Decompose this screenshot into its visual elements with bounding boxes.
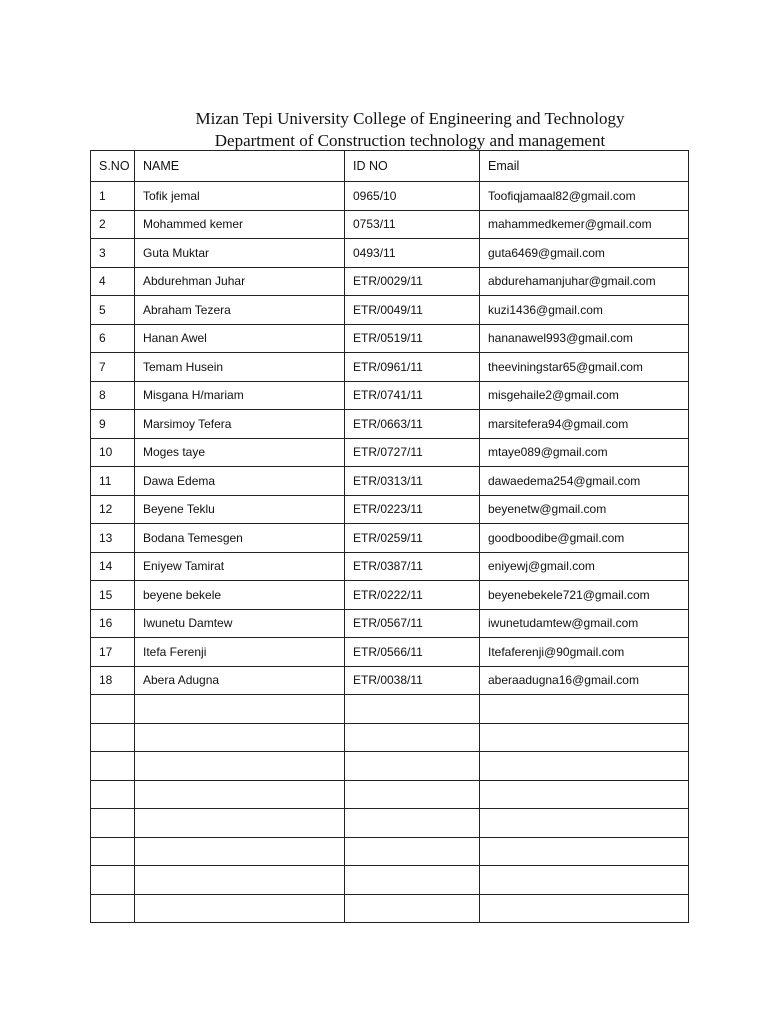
cell-email: mahammedkemer@gmail.com [480, 210, 689, 239]
cell-name [135, 780, 345, 809]
cell-name [135, 866, 345, 895]
cell-email: Itefaferenji@90gmail.com [480, 638, 689, 667]
cell-email: kuzi1436@gmail.com [480, 296, 689, 325]
cell-sno [91, 752, 135, 781]
cell-email [480, 809, 689, 838]
cell-email [480, 866, 689, 895]
cell-id-no [345, 809, 480, 838]
cell-id-no: ETR/0727/11 [345, 438, 480, 467]
table-row [91, 438, 689, 467]
cell-sno: 13 [91, 524, 135, 553]
table-header-row [91, 151, 689, 182]
cell-id-no [345, 695, 480, 724]
table-row [91, 267, 689, 296]
cell-sno: 7 [91, 353, 135, 382]
cell-id-no: ETR/0566/11 [345, 638, 480, 667]
empty-table-row [91, 752, 689, 781]
cell-sno: 17 [91, 638, 135, 667]
table-row [91, 410, 689, 439]
cell-email: beyenetw@gmail.com [480, 495, 689, 524]
cell-id-no: ETR/0029/11 [345, 267, 480, 296]
cell-id-no [345, 866, 480, 895]
table-row [91, 609, 689, 638]
cell-id-no: 0493/11 [345, 239, 480, 268]
table-row [91, 296, 689, 325]
table-row [91, 495, 689, 524]
empty-table-row [91, 723, 689, 752]
cell-id-no: ETR/0313/11 [345, 467, 480, 496]
cell-email [480, 695, 689, 724]
cell-email: iwunetudamtew@gmail.com [480, 609, 689, 638]
cell-sno: 4 [91, 267, 135, 296]
table-body [91, 182, 689, 923]
cell-email: Toofiqjamaal82@gmail.com [480, 182, 689, 211]
cell-id-no [345, 837, 480, 866]
cell-name: Bodana Temesgen [135, 524, 345, 553]
cell-id-no: ETR/0961/11 [345, 353, 480, 382]
cell-email: abdurehamanjuhar@gmail.com [480, 267, 689, 296]
cell-sno [91, 809, 135, 838]
empty-table-row [91, 837, 689, 866]
cell-name: Abera Adugna [135, 666, 345, 695]
cell-name [135, 837, 345, 866]
header-email: Email [480, 151, 689, 182]
cell-name [135, 695, 345, 724]
cell-sno [91, 780, 135, 809]
cell-id-no: ETR/0663/11 [345, 410, 480, 439]
cell-name: Marsimoy Tefera [135, 410, 345, 439]
empty-table-row [91, 780, 689, 809]
cell-email: dawaedema254@gmail.com [480, 467, 689, 496]
cell-email: beyenebekele721@gmail.com [480, 581, 689, 610]
header-sno: S.NO [91, 151, 135, 182]
cell-name: beyene bekele [135, 581, 345, 610]
student-roster-table [90, 150, 689, 923]
table-row [91, 467, 689, 496]
cell-email [480, 723, 689, 752]
table-row [91, 210, 689, 239]
table-row [91, 666, 689, 695]
cell-email: goodboodibe@gmail.com [480, 524, 689, 553]
cell-sno: 11 [91, 467, 135, 496]
cell-name: Eniyew Tamirat [135, 552, 345, 581]
cell-id-no: ETR/0519/11 [345, 324, 480, 353]
cell-id-no: ETR/0387/11 [345, 552, 480, 581]
cell-sno: 3 [91, 239, 135, 268]
cell-id-no [345, 723, 480, 752]
table-row [91, 324, 689, 353]
cell-email [480, 780, 689, 809]
cell-id-no [345, 780, 480, 809]
cell-sno: 6 [91, 324, 135, 353]
cell-sno: 8 [91, 381, 135, 410]
cell-sno: 10 [91, 438, 135, 467]
cell-sno [91, 866, 135, 895]
cell-sno: 15 [91, 581, 135, 610]
cell-name [135, 752, 345, 781]
cell-id-no: 0965/10 [345, 182, 480, 211]
cell-id-no: ETR/0741/11 [345, 381, 480, 410]
cell-name: Guta Muktar [135, 239, 345, 268]
cell-sno [91, 695, 135, 724]
cell-id-no: ETR/0038/11 [345, 666, 480, 695]
cell-name: Temam Husein [135, 353, 345, 382]
cell-id-no: ETR/0223/11 [345, 495, 480, 524]
cell-email: mtaye089@gmail.com [480, 438, 689, 467]
cell-sno: 12 [91, 495, 135, 524]
cell-name: Dawa Edema [135, 467, 345, 496]
cell-email: guta6469@gmail.com [480, 239, 689, 268]
cell-sno: 1 [91, 182, 135, 211]
table-row [91, 524, 689, 553]
cell-id-no: ETR/0049/11 [345, 296, 480, 325]
cell-sno: 16 [91, 609, 135, 638]
cell-name [135, 809, 345, 838]
cell-email: aberaadugna16@gmail.com [480, 666, 689, 695]
table-row [91, 353, 689, 382]
document-title: Mizan Tepi University College of Engineering and Technology [195, 109, 625, 128]
table-row [91, 581, 689, 610]
empty-table-row [91, 809, 689, 838]
cell-name: Iwunetu Damtew [135, 609, 345, 638]
empty-table-row [91, 866, 689, 895]
cell-id-no [345, 752, 480, 781]
table-row [91, 182, 689, 211]
document-subtitle: Department of Construction technology and management [214, 131, 606, 150]
cell-id-no [345, 894, 480, 923]
cell-name: Hanan Awel [135, 324, 345, 353]
cell-name [135, 723, 345, 752]
cell-name: Moges taye [135, 438, 345, 467]
cell-id-no: 0753/11 [345, 210, 480, 239]
cell-id-no: ETR/0259/11 [345, 524, 480, 553]
cell-name: Itefa Ferenji [135, 638, 345, 667]
cell-name: Beyene Teklu [135, 495, 345, 524]
table-row [91, 239, 689, 268]
cell-email [480, 752, 689, 781]
cell-sno: 5 [91, 296, 135, 325]
cell-name: Mohammed kemer [135, 210, 345, 239]
table-row [91, 638, 689, 667]
cell-email: theeviningstar65@gmail.com [480, 353, 689, 382]
cell-sno: 18 [91, 666, 135, 695]
cell-sno [91, 837, 135, 866]
cell-sno [91, 894, 135, 923]
header-id-no: ID NO [345, 151, 480, 182]
cell-email [480, 894, 689, 923]
header-name: NAME [135, 151, 345, 182]
cell-name [135, 894, 345, 923]
table-row [91, 552, 689, 581]
cell-email [480, 837, 689, 866]
cell-name: Misgana H/mariam [135, 381, 345, 410]
cell-name: Abdurehman Juhar [135, 267, 345, 296]
cell-id-no: ETR/0222/11 [345, 581, 480, 610]
empty-table-row [91, 894, 689, 923]
cell-email: marsitefera94@gmail.com [480, 410, 689, 439]
cell-email: eniyewj@gmail.com [480, 552, 689, 581]
cell-sno: 2 [91, 210, 135, 239]
cell-sno: 14 [91, 552, 135, 581]
cell-name: Tofik jemal [135, 182, 345, 211]
cell-name: Abraham Tezera [135, 296, 345, 325]
cell-email: misgehaile2@gmail.com [480, 381, 689, 410]
cell-sno [91, 723, 135, 752]
empty-table-row [91, 695, 689, 724]
cell-id-no: ETR/0567/11 [345, 609, 480, 638]
cell-sno: 9 [91, 410, 135, 439]
cell-email: hananawel993@gmail.com [480, 324, 689, 353]
table-row [91, 381, 689, 410]
